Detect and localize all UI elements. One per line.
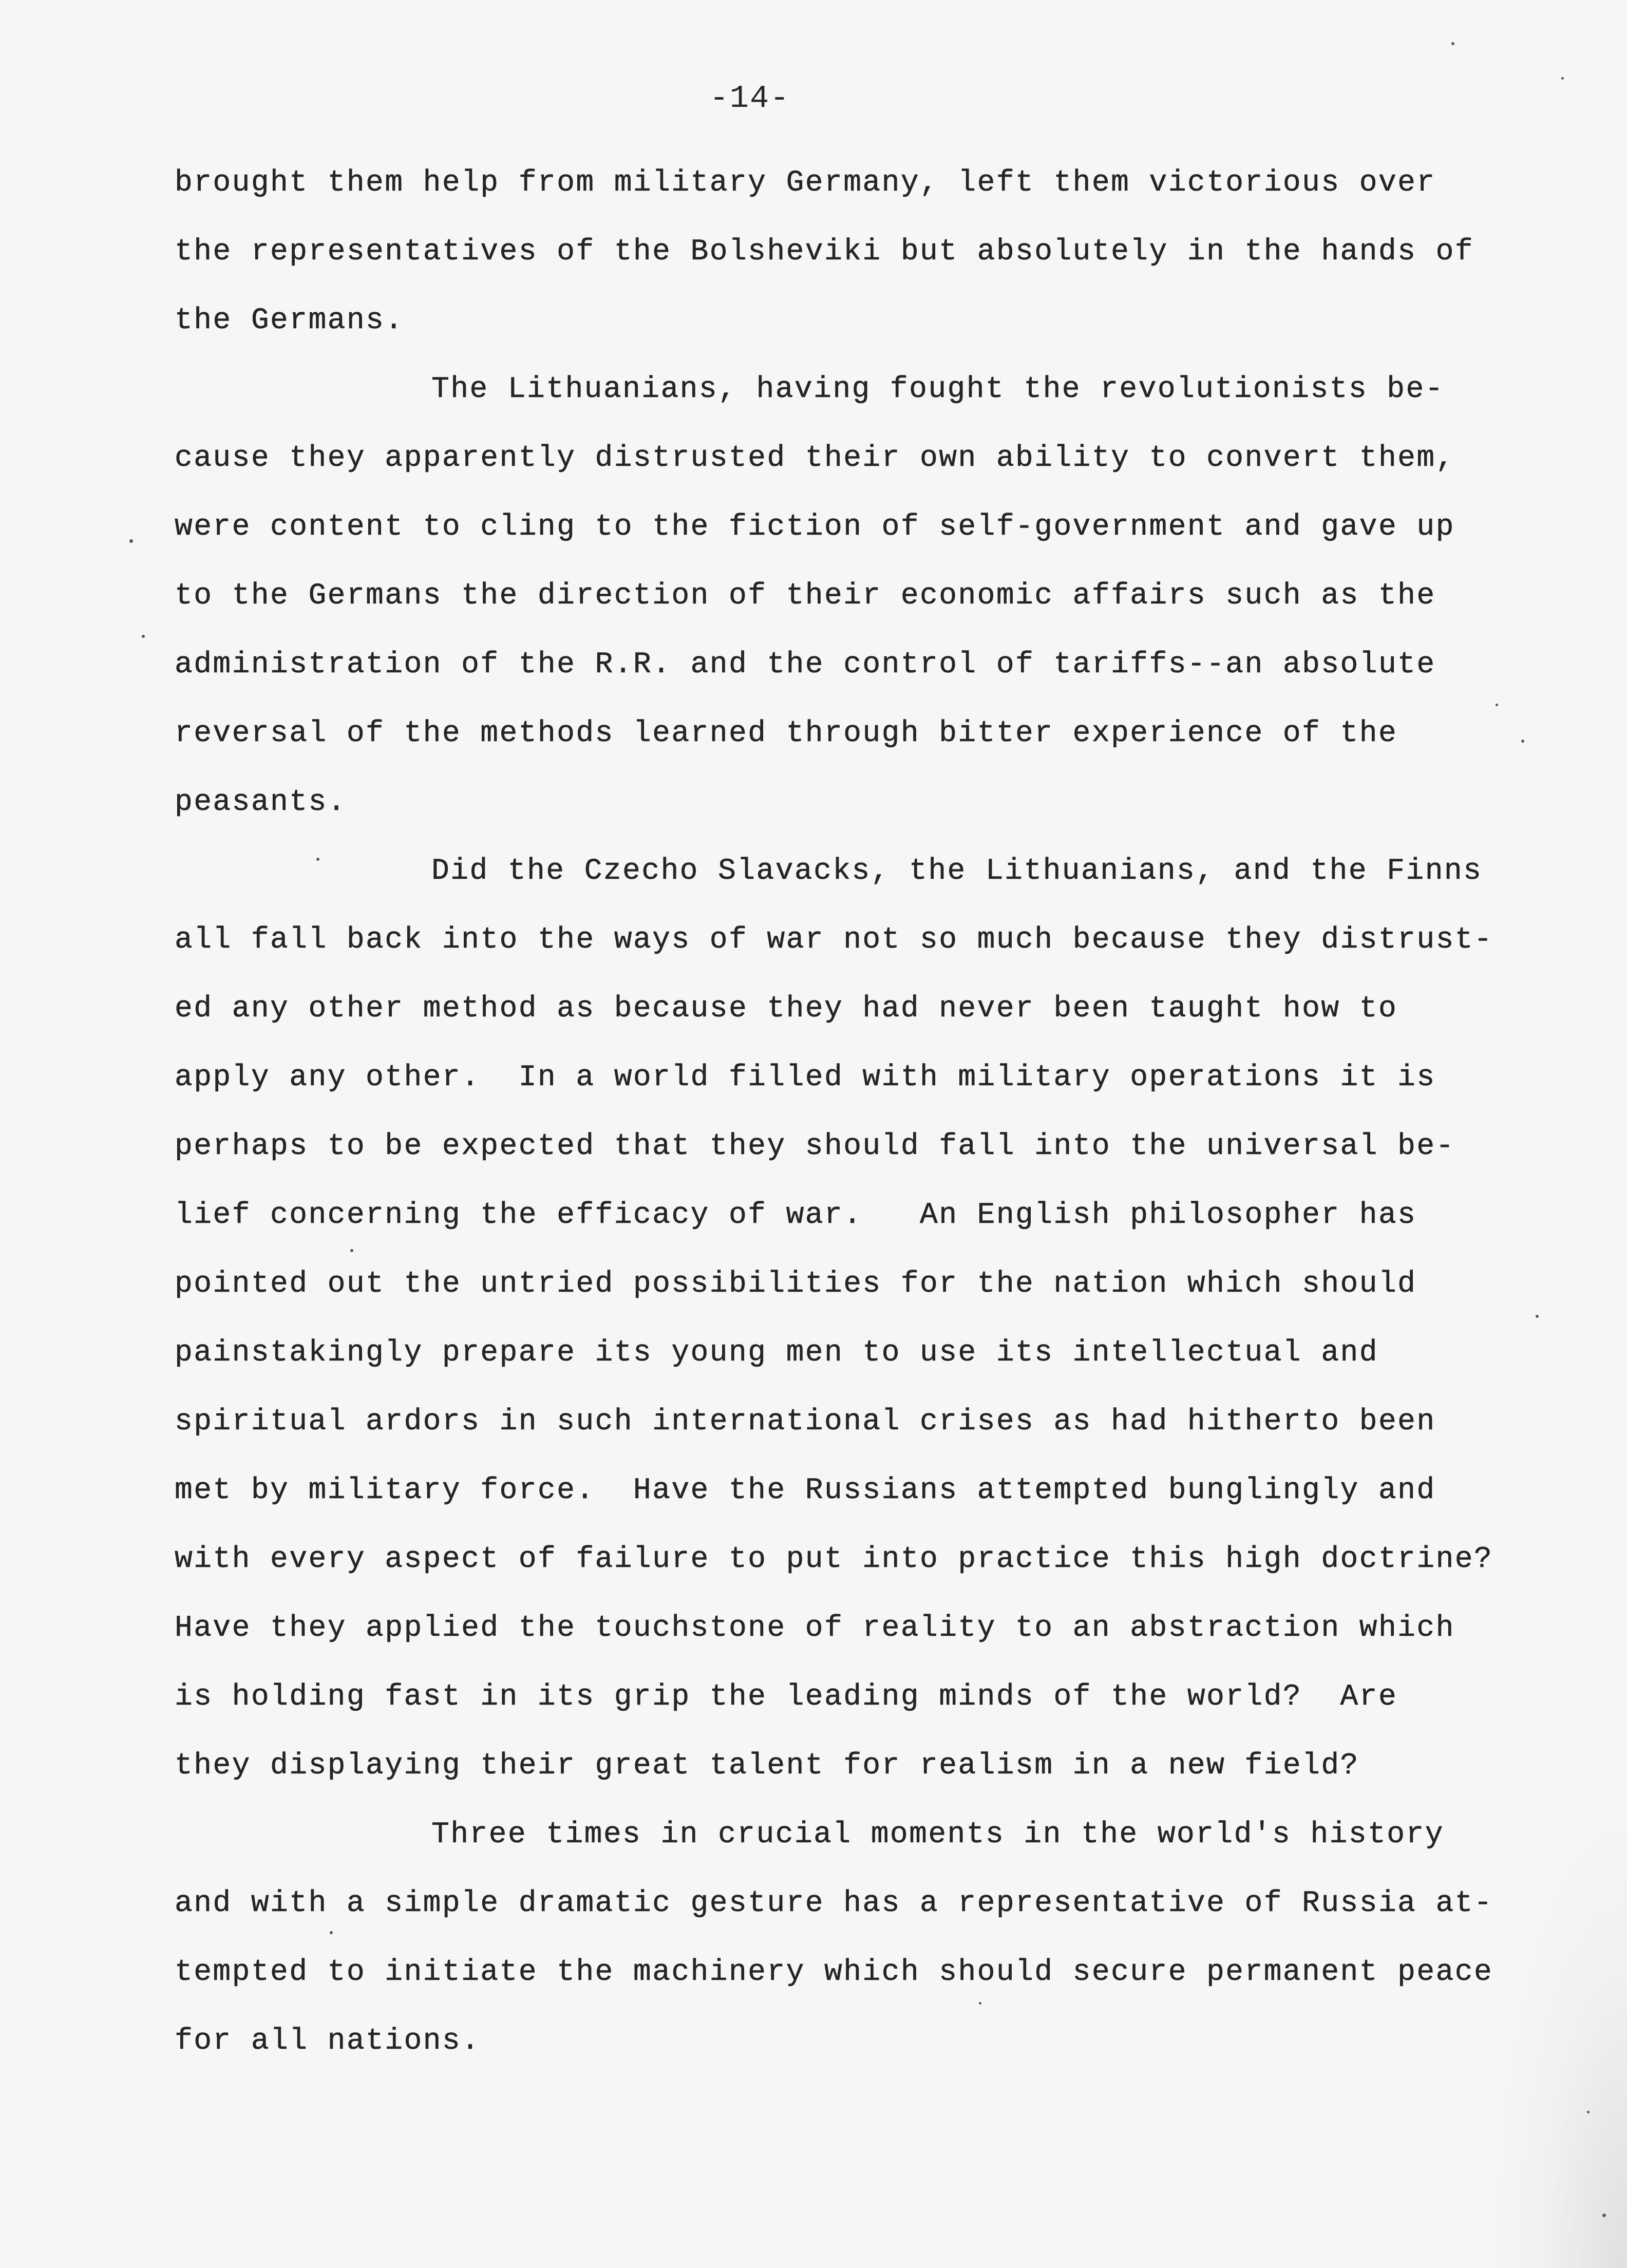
- paper-speck: [1451, 42, 1454, 45]
- text-line: with every aspect of failure to put into practice this high doctrine?: [175, 1543, 1493, 1576]
- text-line: lief concerning the efficacy of war. An English philosopher has: [175, 1199, 1417, 1232]
- paper-speck: [1602, 2214, 1606, 2217]
- text-line: tempted to initiate the machinery which should secure permanent peace: [175, 1956, 1493, 1989]
- paper-speck: [1496, 704, 1498, 706]
- paper-speck: [129, 539, 133, 543]
- text-line: perhaps to be expected that they should fall into the universal be-: [175, 1130, 1455, 1163]
- text-line: ed any other method as because they had never been taught how to: [175, 992, 1398, 1026]
- paper-speck: [350, 1249, 353, 1252]
- text-line: Have they applied the touchstone of reality to an abstraction which: [175, 1612, 1455, 1645]
- text-line: administration of the R.R. and the control of tariffs--an absolute: [175, 648, 1436, 682]
- text-line: the representatives of the Bolsheviki but absolutely in the hands of: [175, 235, 1474, 269]
- paragraph-start-line: Three times in crucial moments in the world's history: [431, 1818, 1444, 1851]
- page-number: -14-: [709, 80, 790, 117]
- text-line: and with a simple dramatic gesture has a representative of Russia at-: [175, 1887, 1493, 1920]
- text-line: cause they apparently distrusted their own ability to convert them,: [175, 442, 1455, 475]
- paper-speck: [1561, 77, 1564, 80]
- paper-speck: [1536, 1315, 1539, 1318]
- text-line: to the Germans the direction of their economic affairs such as the: [175, 579, 1436, 613]
- paper-speck: [330, 1931, 333, 1934]
- body-text: [175, 149, 1551, 2076]
- text-line: met by military force. Have the Russians attempted bunglingly and: [175, 1474, 1436, 1507]
- paper-speck: [979, 2002, 981, 2005]
- text-line: peasants.: [175, 786, 347, 819]
- text-line: the Germans.: [175, 304, 404, 337]
- text-line: painstakingly prepare its young men to use its intellectual and: [175, 1336, 1378, 1370]
- text-line: spiritual ardors in such international crises as had hitherto been: [175, 1405, 1436, 1439]
- text-line: reversal of the methods learned through bitter experience of the: [175, 717, 1398, 750]
- paper-speck: [142, 635, 145, 638]
- paper-speck: [1521, 740, 1524, 743]
- text-line: is holding fast in its grip the leading minds of the world? Are: [175, 1680, 1398, 1714]
- paragraph-start-line: The Lithuanians, having fought the revolutionists be-: [431, 373, 1444, 406]
- text-line: apply any other. In a world filled with military operations it is: [175, 1061, 1436, 1094]
- text-line: for all nations.: [175, 2025, 481, 2058]
- text-line: they displaying their great talent for realism in a new field?: [175, 1749, 1359, 1783]
- text-line: brought them help from military Germany, left them victorious over: [175, 166, 1436, 200]
- paper-speck: [1587, 2111, 1590, 2113]
- text-line: were content to cling to the fiction of self-government and gave up: [175, 511, 1455, 544]
- paragraph-start-line: Did the Czecho Slavacks, the Lithuanians, and the Finns: [431, 855, 1483, 888]
- paper-speck: [316, 858, 319, 861]
- text-line: all fall back into the ways of war not so much because they distrust-: [175, 923, 1493, 957]
- text-line: pointed out the untried possibilities for the nation which should: [175, 1268, 1417, 1301]
